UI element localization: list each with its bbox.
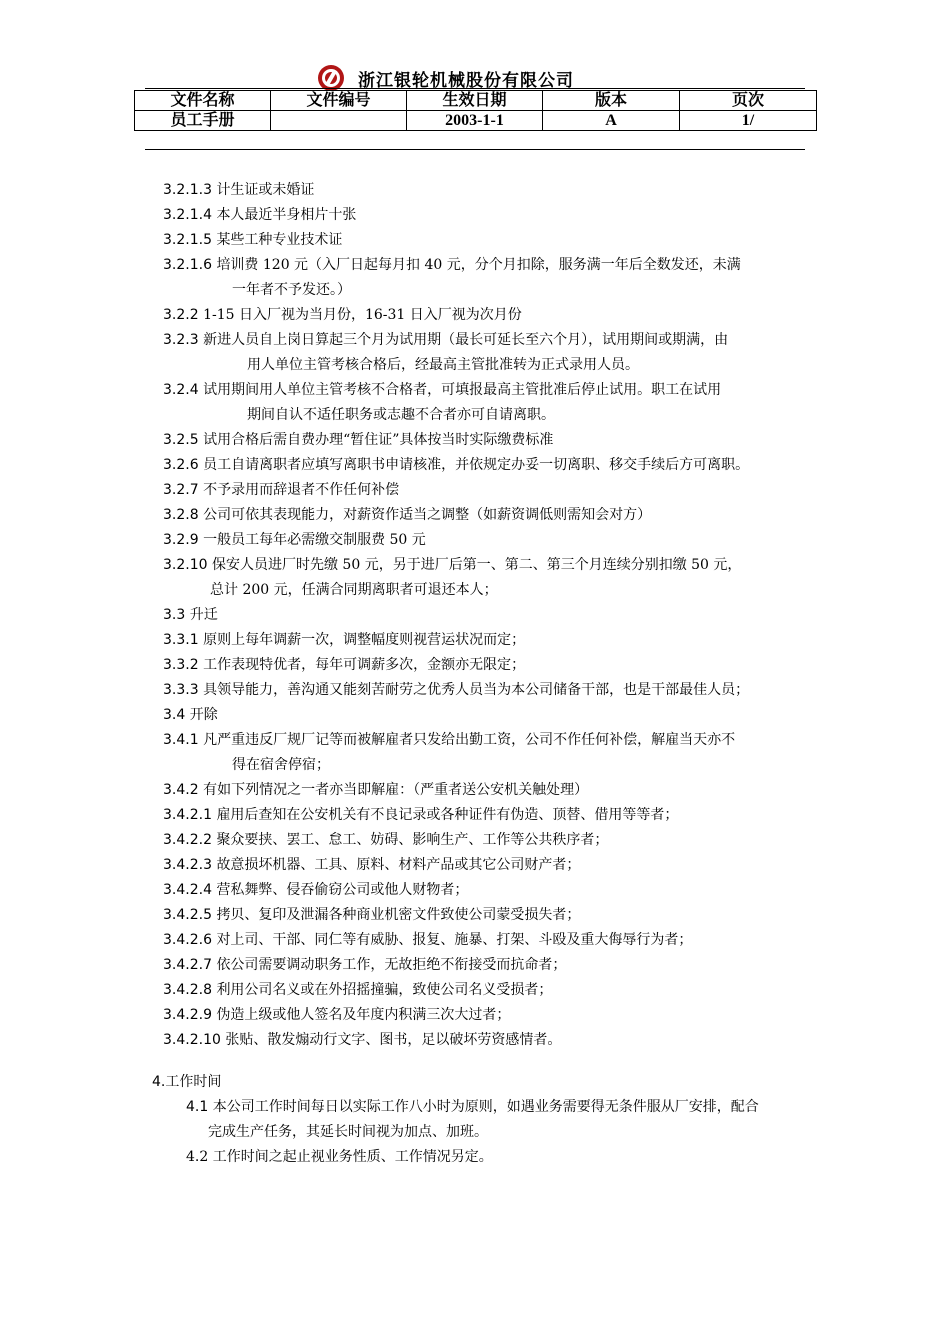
clause-line: 3.4.2.4 营私舞弊、侵吞偷窃公司或他人财物者； xyxy=(163,882,469,898)
clause-line: 3.2.9 一般员工每年必需缴交制服费 50 元 xyxy=(163,532,426,548)
clause-line: 4.1 本公司工作时间每日以实际工作八小时为原则，如遇业务需要得无条件服从厂安排，配合 xyxy=(186,1099,759,1115)
value-cell-doc-number xyxy=(271,111,407,131)
section-heading: 3.3 升迁 xyxy=(163,607,218,623)
header-bottom-rule xyxy=(145,149,805,150)
clause-line: 3.2.1.5 某些工种专业技术证 xyxy=(163,232,343,248)
section-heading: 4.工作时间 xyxy=(152,1074,222,1090)
clause-line: 3.2.1.3 计生证或未婚证 xyxy=(163,182,315,198)
clause-line: 3.4.2.8 利用公司名义或在外招摇撞骗，致使公司名义受损者； xyxy=(163,982,553,998)
document-header xyxy=(318,66,574,90)
clause-continuation: 期间自认不适任职务或志趣不合者亦可自请离职。 xyxy=(247,407,555,423)
clause-line: 3.4.2 有如下列情况之一者亦当即解雇：（严重者送公安机关触处理） xyxy=(163,782,589,798)
clause-line: 3.2.1.6 培训费 120 元（入厂日起每月扣 40 元，分个月扣除，服务满一年后全数发还，未满 xyxy=(163,257,741,273)
header-cell-doc-name: 文件名称 xyxy=(135,91,271,111)
clause-line: 3.4.2.6 对上司、干部、同仁等有威胁、报复、施暴、打架、斗殴及重大侮辱行为者； xyxy=(163,932,693,948)
clause-line: 3.2.10 保安人员进厂时先缴 50 元，另于进厂后第一、第二、第三个月连续分别扣缴 50 元， xyxy=(163,557,742,573)
clause-line: 3.4.2.2 聚众要挟、罢工、怠工、妨碍、影响生产、工作等公共秩序者； xyxy=(163,832,609,848)
clause-line: 3.3.1 原则上每年调薪一次，调整幅度则视营运状况而定； xyxy=(163,632,526,648)
clause-line: 3.4.2.3 故意损坏机器、工具、原料、材料产品或其它公司财产者； xyxy=(163,857,581,873)
header-cell-page: 页次 xyxy=(680,91,817,111)
value-cell-page: 1/ xyxy=(680,111,817,131)
clause-line: 3.4.2.9 伪造上级或他人签名及年度内积满三次大过者； xyxy=(163,1007,511,1023)
clause-continuation: 总计 200 元，任满合同期离职者可退还本人； xyxy=(210,582,498,598)
clause-line: 3.4.1 凡严重违反厂规厂记等而被解雇者只发给出勤工资，公司不作任何补偿，解雇当天亦不 xyxy=(163,732,736,748)
clause-line: 3.2.4 试用期间用人单位主管考核不合格者，可填报最高主管批准后停止试用。职工在试用 xyxy=(163,382,722,398)
clause-line: 3.4.2.1 雇用后查知在公安机关有不良记录或各种证件有伪造、顶替、借用等等者； xyxy=(163,807,679,823)
clause-continuation: 用人单位主管考核合格后，经最高主管批准转为正式录用人员。 xyxy=(247,357,639,373)
clause-line: 3.2.8 公司可依其表现能力，对薪资作适当之调整（如薪资调低则需知会对方） xyxy=(163,507,652,523)
clause-line: 3.3.2 工作表现特优者，每年可调薪多次，金额亦无限定； xyxy=(163,657,526,673)
clause-line: 3.4.2.5 拷贝、复印及泄漏各种商业机密文件致使公司蒙受损失者； xyxy=(163,907,581,923)
clause-line: 3.3.3 具领导能力，善沟通又能刻苦耐劳之优秀人员当为本公司储备干部，也是干部最佳人员； xyxy=(163,682,750,698)
clause-line: 3.2.6 员工自请离职者应填写离职书申请核准，并依规定办妥一切离职、移交手续后方可离职。 xyxy=(163,457,750,473)
clause-line: 3.2.3 新进人员自上岗日算起三个月为试用期（最长可延长至六个月），试用期间或期满，由 xyxy=(163,332,729,348)
clause-line: 4.2 工作时间之起止视业务性质、工作情况另定。 xyxy=(186,1149,493,1165)
document-info-table xyxy=(134,90,817,131)
clause-line: 3.2.2 1-15 日入厂视为当月份，16-31 日入厂视为次月份 xyxy=(163,307,522,323)
info-header-row xyxy=(135,91,817,111)
header-top-rule xyxy=(145,88,805,89)
header-cell-effective-date: 生效日期 xyxy=(407,91,543,111)
clause-line: 3.2.7 不予录用而辞退者不作任何补偿 xyxy=(163,482,400,498)
clause-line: 3.4.2.7 依公司需要调动职务工作，无故拒绝不衔接受而抗命者； xyxy=(163,957,567,973)
value-cell-effective-date: 2003-1-1 xyxy=(407,111,543,131)
header-cell-doc-number: 文件编号 xyxy=(271,91,407,111)
section-heading: 3.4 开除 xyxy=(163,707,218,723)
value-cell-doc-name: 员工手册 xyxy=(135,111,271,131)
company-name: 浙江银轮机械股份有限公司 xyxy=(358,70,574,91)
clause-line: 3.2.1.4 本人最近半身相片十张 xyxy=(163,207,357,223)
clause-continuation: 完成生产任务，其延长时间视为加点、加班。 xyxy=(208,1124,488,1140)
clause-line: 3.4.2.10 张贴、散发煽动行文字、图书，足以破坏劳资感情者。 xyxy=(163,1032,562,1048)
clause-line: 3.2.5 试用合格后需自费办理“暂住证”具体按当时实际缴费标准 xyxy=(163,432,554,448)
clause-continuation: 一年者不予发还。） xyxy=(232,282,351,298)
clause-continuation: 得在宿舍停宿； xyxy=(232,757,330,773)
value-cell-version: A xyxy=(543,111,680,131)
info-value-row xyxy=(135,111,817,131)
header-cell-version: 版本 xyxy=(543,91,680,111)
